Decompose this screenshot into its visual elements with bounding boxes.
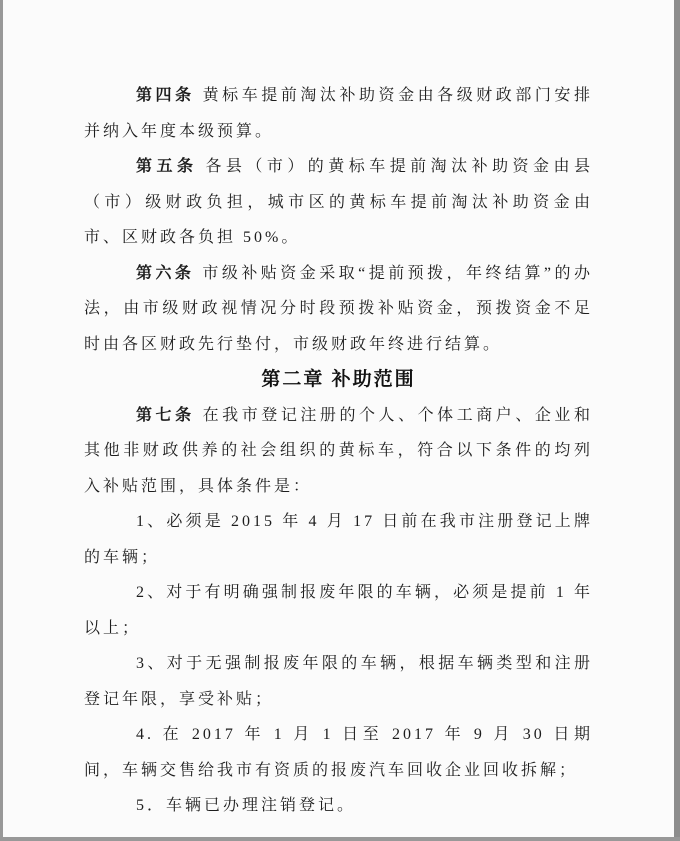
paragraph-text: 黄标车提前淘汰补助资金由各级财政部门安排并纳入年度本级预算。	[84, 87, 593, 140]
article-number: 第四条	[136, 87, 195, 104]
condition-item-1: 1、必须是 2015 年 4 月 17 日前在我市注册登记上牌的车辆；	[84, 513, 593, 566]
paragraph-text: 各县（市）的黄标车提前淘汰补助资金由县（市）级财政负担，城市区的黄标车提前淘汰补助资金由市、区财政各负担 50%。	[84, 158, 593, 246]
chapter-heading: 第二章 补助范围	[261, 369, 416, 390]
article-paragraph-5	[84, 149, 593, 256]
paragraph-text: 市级补贴资金采取“提前预拨，年终结算”的办法，由市级财政视情况分时段预拨补贴资金，预拨资金不足时由各区财政先行垫付，市级财政年终进行结算。	[84, 264, 593, 353]
article-number: 第六条	[136, 264, 195, 282]
document-content	[84, 78, 593, 824]
condition-item-3: 3、对于无强制报废年限的车辆，根据车辆类型和注册登记年限，享受补贴；	[84, 655, 593, 708]
article-paragraph-6	[84, 256, 593, 363]
article-number: 第七条	[136, 406, 195, 424]
article-number: 第五条	[136, 158, 198, 175]
page-bottom-edge	[0, 837, 680, 841]
condition-item-2: 2、对于有明确强制报废年限的车辆，必须是提前 1 年以上；	[84, 584, 593, 637]
article-paragraph-7	[84, 398, 593, 505]
page-right-edge	[674, 0, 680, 841]
paragraph-text: 在我市登记注册的个人、个体工商户、企业和其他非财政供养的社会组织的黄标车，符合以下条件的均列入补贴范围，具体条件是：	[84, 406, 593, 495]
condition-item-4: 4. 在 2017 年 1 月 1 日至 2017 年 9 月 30 日期间，车辆交售给我市有资质的报废汽车回收企业回收拆解；	[84, 726, 593, 779]
article-paragraph-4	[84, 78, 593, 149]
condition-item-5: 5．车辆已办理注销登记。	[136, 797, 357, 814]
page-left-edge	[0, 0, 3, 841]
